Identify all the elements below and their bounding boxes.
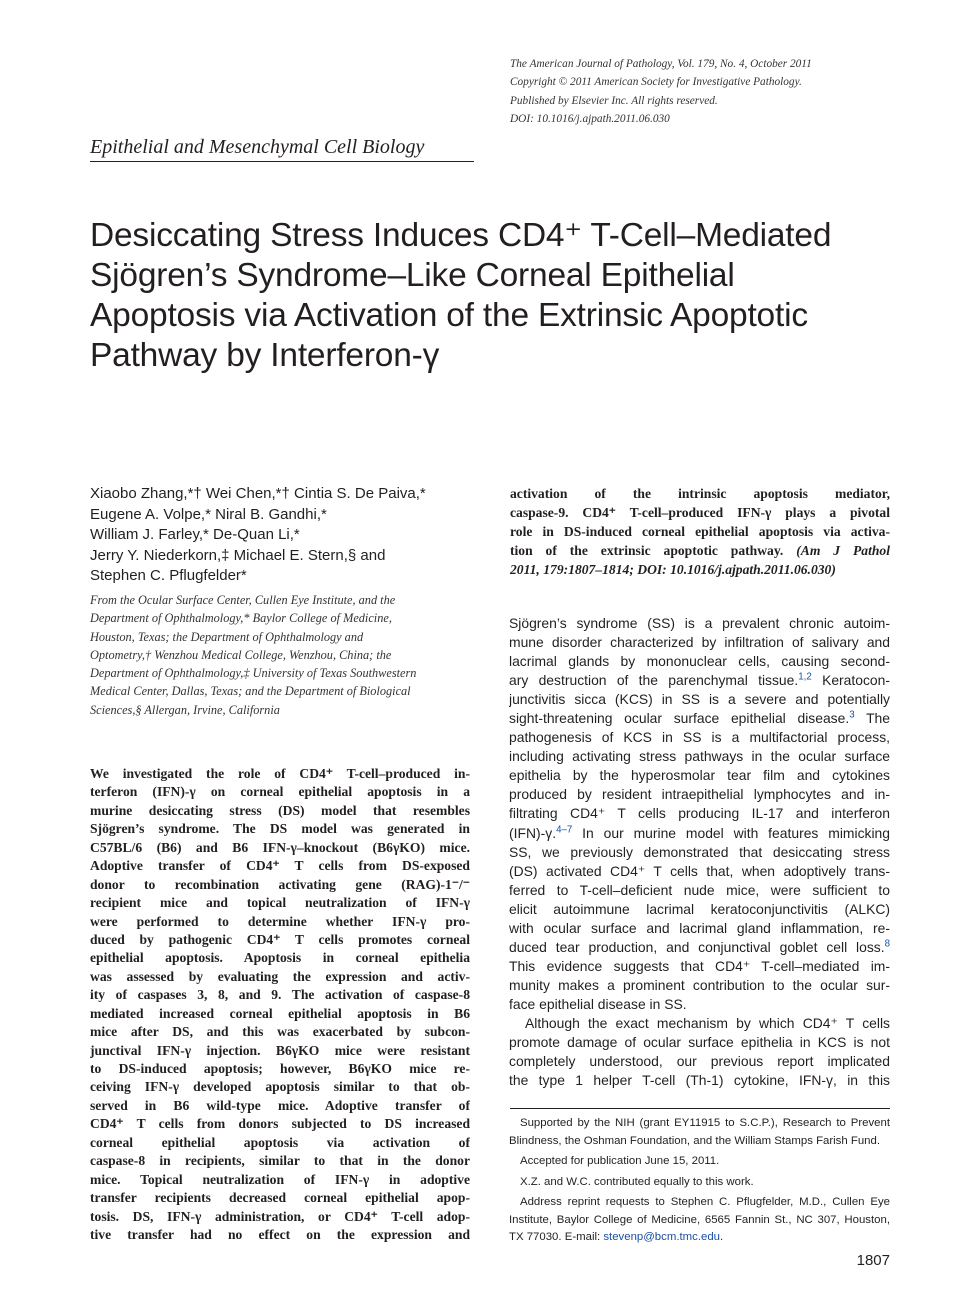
body-line: promote damage of ocular surface epithelia in KCS is not — [509, 1034, 890, 1051]
body-line — [509, 709, 890, 728]
abstract-line: was assessed by evaluating the expression and activ- — [90, 968, 470, 984]
abstract-line: C57BL/6 (B6) and B6 IFN-γ–knockout (B6γKO) mice. — [90, 839, 470, 855]
abstract-line — [510, 560, 890, 579]
author-line: Eugene A. Volpe,* Niral B. Gandhi,* — [90, 505, 327, 523]
abstract-line: Sjögren’s syndrome. The DS model was generated in — [90, 821, 470, 837]
funding-note: Blindness, the Oshman Foundation, and the William Stamps Farish Fund. — [509, 1134, 881, 1147]
address-note: Institute, Baylor College of Medicine, 6565 Fannin St., NC 307, Houston, — [509, 1213, 890, 1226]
footnotes — [509, 1115, 890, 1247]
abstract-line: were performed to determine whether IFN-γ pro- — [90, 913, 470, 929]
abstract-line: ity of caspases 3, 8, and 9. The activation of caspase-8 — [90, 987, 470, 1003]
abstract-line: corneal epithelial apoptosis via activation of — [90, 1134, 470, 1150]
equal-contribution-note: X.Z. and W.C. contributed equally to this work. — [520, 1175, 754, 1188]
author-line: Xiaobo Zhang,*† Wei Chen,*† Cintia S. De Paiva,* — [90, 485, 426, 502]
funding-note: Supported by the NIH (grant EY11915 to S.C.P.), Research to Prevent — [520, 1117, 890, 1129]
abstract-line — [510, 541, 890, 560]
body-text: The — [866, 710, 890, 727]
email-link[interactable]: stevenp@bcm.tmc.edu — [603, 1231, 721, 1243]
address-text: TX 77030. E-mail: — [509, 1231, 601, 1243]
abstract-line: epithelial apoptosis. Apoptosis in corneal epithelia — [90, 950, 470, 966]
body-line: Although the exact mechanism by which CD4⁺ T cells — [525, 1014, 890, 1031]
abstract-line: activation of the intrinsic apoptosis mediator, — [510, 486, 890, 501]
abstract-line: terferon (IFN)-γ on corneal epithelial apoptosis in a — [90, 784, 470, 800]
reference-link[interactable]: 1,2 — [798, 671, 812, 683]
body-line: the type 1 helper T-cell (Th-1) cytokine, IFN-γ, in this — [509, 1072, 890, 1089]
body-line: pathogenesis of KCS in SS is a multifactorial process, — [509, 729, 890, 746]
body-line: SS, we previously demonstrated that desiccating stress — [509, 843, 890, 860]
abstract — [90, 765, 470, 1244]
article-citation: (Am J Pathol — [796, 543, 890, 558]
abstract-line: ceiving IFN-γ developed apoptosis similar to that ob- — [90, 1079, 470, 1095]
body-line: mune disorder characterized by infiltration of salivary and — [509, 634, 890, 651]
body-line: produced by resident intraepithelial lymphocytes and in- — [509, 786, 890, 803]
body-text: ary destruction of the parenchymal tissue. — [509, 672, 799, 689]
article-citation: 2011, 179:1807–1814; DOI: 10.1016/j.ajpath.2011.06.030) — [510, 562, 836, 577]
affiliation-line: Sciences,§ Allergan, Irvine, California — [90, 702, 280, 717]
body-text — [509, 614, 890, 1090]
body-line: lacrimal glands by mononuclear cells, causing second- — [509, 653, 890, 670]
journal-citation: The American Journal of Pathology, Vol. 179, No. 4, October 2011 — [510, 58, 812, 70]
body-line: elicit autoimmune lacrimal keratoconjunctivitis (ALKC) — [509, 900, 890, 917]
body-line — [509, 938, 890, 957]
abstract-line: CD4⁺ T cells from donors subjected to DS increased — [90, 1116, 470, 1132]
body-line: face epithelial disease in SS. — [509, 995, 687, 1012]
abstract-line: to DS-induced apoptosis; however, B6γKO mice re- — [90, 1061, 470, 1076]
affiliation-line: Department of Ophthalmology,* Baylor College of Medicine, — [90, 611, 392, 626]
body-line: with ocular surface and lacrimal gland inflammation, re- — [509, 919, 890, 936]
abstract-line: served in B6 wild-type mice. Adoptive transfer of — [90, 1097, 470, 1113]
affiliations — [90, 591, 474, 719]
reference-link[interactable]: 8 — [884, 938, 890, 950]
abstract-line: role in DS-induced corneal epithelial apoptosis via activa- — [510, 524, 890, 539]
body-text: duced tear production, and conjunctival goblet cell loss. — [509, 938, 885, 955]
abstract-line: caspase-9. CD4⁺ T-cell–produced IFN-γ plays a pivotal — [510, 505, 890, 520]
abstract-line: murine desiccating stress (DS) model that resembles — [90, 802, 470, 818]
address-text: . — [720, 1231, 724, 1243]
abstract-line: duced by pathogenic CD4⁺ T cells promotes corneal — [90, 931, 470, 947]
title-line: Desiccating Stress Induces CD4⁺ T-Cell–Mediated — [90, 217, 832, 254]
body-line: junctivitis sicca (KCS) in SS is a severe and potentially — [509, 691, 890, 708]
body-text: (IFN)-γ. — [509, 824, 557, 841]
body-line: munity makes a prominent contribution to the ocular sur- — [509, 976, 890, 993]
abstract-line: donor to recombination activating gene (RAG)-1⁻/⁻ — [90, 876, 470, 892]
abstract-line: tosis. DS, IFN-γ administration, or CD4⁺ T-cell adop- — [90, 1208, 470, 1224]
abstract-line: mediated increased corneal epithelial apoptosis in B6 — [90, 1005, 470, 1021]
title-line: Apoptosis via Activation of the Extrinsic Apoptotic — [90, 297, 808, 334]
author-line: William J. Farley,* De-Quan Li,* — [90, 526, 300, 543]
body-line — [509, 824, 890, 843]
body-line: filtrating CD4⁺ T cells producing IL-17 and interferon — [509, 805, 890, 822]
abstract-line: junctival IFN-γ injection. B6γKO mice were resistant — [90, 1042, 470, 1058]
accepted-note: Accepted for publication June 15, 2011. — [520, 1155, 720, 1167]
author-line: Jerry Y. Niederkorn,‡ Michael E. Stern,§ and — [90, 546, 386, 564]
address-note — [509, 1229, 890, 1247]
journal-info — [510, 55, 940, 129]
abstract-line: Adoptive transfer of CD4⁺ T cells from DS-exposed — [90, 858, 470, 874]
abstract-line: transfer recipients decreased corneal epithelial apop- — [90, 1190, 470, 1206]
body-line: epithelia by the hyperosmolar tear film and cytokines — [509, 767, 890, 784]
body-line: Sjögren’s syndrome (SS) is a prevalent chronic autoim- — [509, 615, 890, 631]
section-heading: Epithelial and Mesenchymal Cell Biology — [90, 134, 474, 162]
affiliation-line: Houston, Texas; the Department of Ophthalmology and — [90, 629, 364, 644]
title-line: Pathway by Interferon-γ — [90, 337, 440, 374]
doi-line: DOI: 10.1016/j.ajpath.2011.06.030 — [510, 113, 670, 126]
abstract-line: recipient mice and topical neutralization of IFN-γ — [90, 895, 470, 911]
reference-link[interactable]: 4–7 — [556, 823, 573, 835]
affiliation-line: Optometry,† Wenzhou Medical College, Wenzhou, China; the — [90, 647, 392, 662]
abstract-line: mice. Topical neutralization of IFN-γ in adoptive — [90, 1171, 470, 1187]
abstract-line: caspase-8 in recipients, similar to that in the donor — [90, 1153, 470, 1169]
body-line: including activating stress pathways in the ocular surface — [509, 748, 890, 765]
abstract-line: We investigated the role of CD4⁺ T-cell–produced in- — [90, 766, 470, 781]
body-line — [509, 671, 890, 690]
page-number: 1807 — [856, 1252, 890, 1269]
body-line: (DS) activated CD4⁺ T cells that, when adoptively trans- — [509, 862, 890, 879]
address-note: Address reprint requests to Stephen C. Pflugfelder, M.D., Cullen Eye — [520, 1196, 890, 1208]
abstract-text: tion of the extrinsic apoptotic pathway. — [510, 543, 784, 558]
copyright-line: Copyright © 2011 American Society for Investigative Pathology. — [510, 76, 802, 89]
body-text: In our murine model with features mimicking — [582, 824, 890, 841]
abstract-line: mice after DS, and this was exacerbated by subcon- — [90, 1024, 470, 1040]
body-line: completely understood, our previous report implicated — [509, 1053, 890, 1070]
footnote-divider — [510, 1108, 890, 1109]
body-line: This evidence suggests that CD4⁺ T-cell–mediated im- — [509, 957, 890, 974]
body-line: ferred to T-cell–deficient nude mice, were sufficient to — [509, 881, 890, 898]
author-list — [90, 484, 480, 587]
publisher-line: Published by Elsevier Inc. All rights reserved. — [510, 94, 718, 107]
article-title — [90, 216, 890, 376]
affiliation-line: Medical Center, Dallas, Texas; and the Department of Biological — [90, 684, 411, 699]
abstract-continued — [510, 484, 890, 579]
author-line: Stephen C. Pflugfelder* — [90, 567, 247, 584]
reference-link[interactable]: 3 — [849, 709, 855, 721]
title-line: Sjögren’s Syndrome–Like Corneal Epithelial — [90, 257, 735, 294]
affiliation-line: Department of Ophthalmology,‡ University of Texas Southwestern — [90, 666, 417, 681]
abstract-line: tive transfer had no effect on the expression and — [90, 1226, 470, 1242]
body-text: Keratocon- — [822, 672, 890, 689]
body-text: sight-threatening ocular surface epithelial disease. — [509, 710, 850, 727]
affiliation-line: From the Ocular Surface Center, Cullen Eye Institute, and the — [90, 593, 396, 607]
